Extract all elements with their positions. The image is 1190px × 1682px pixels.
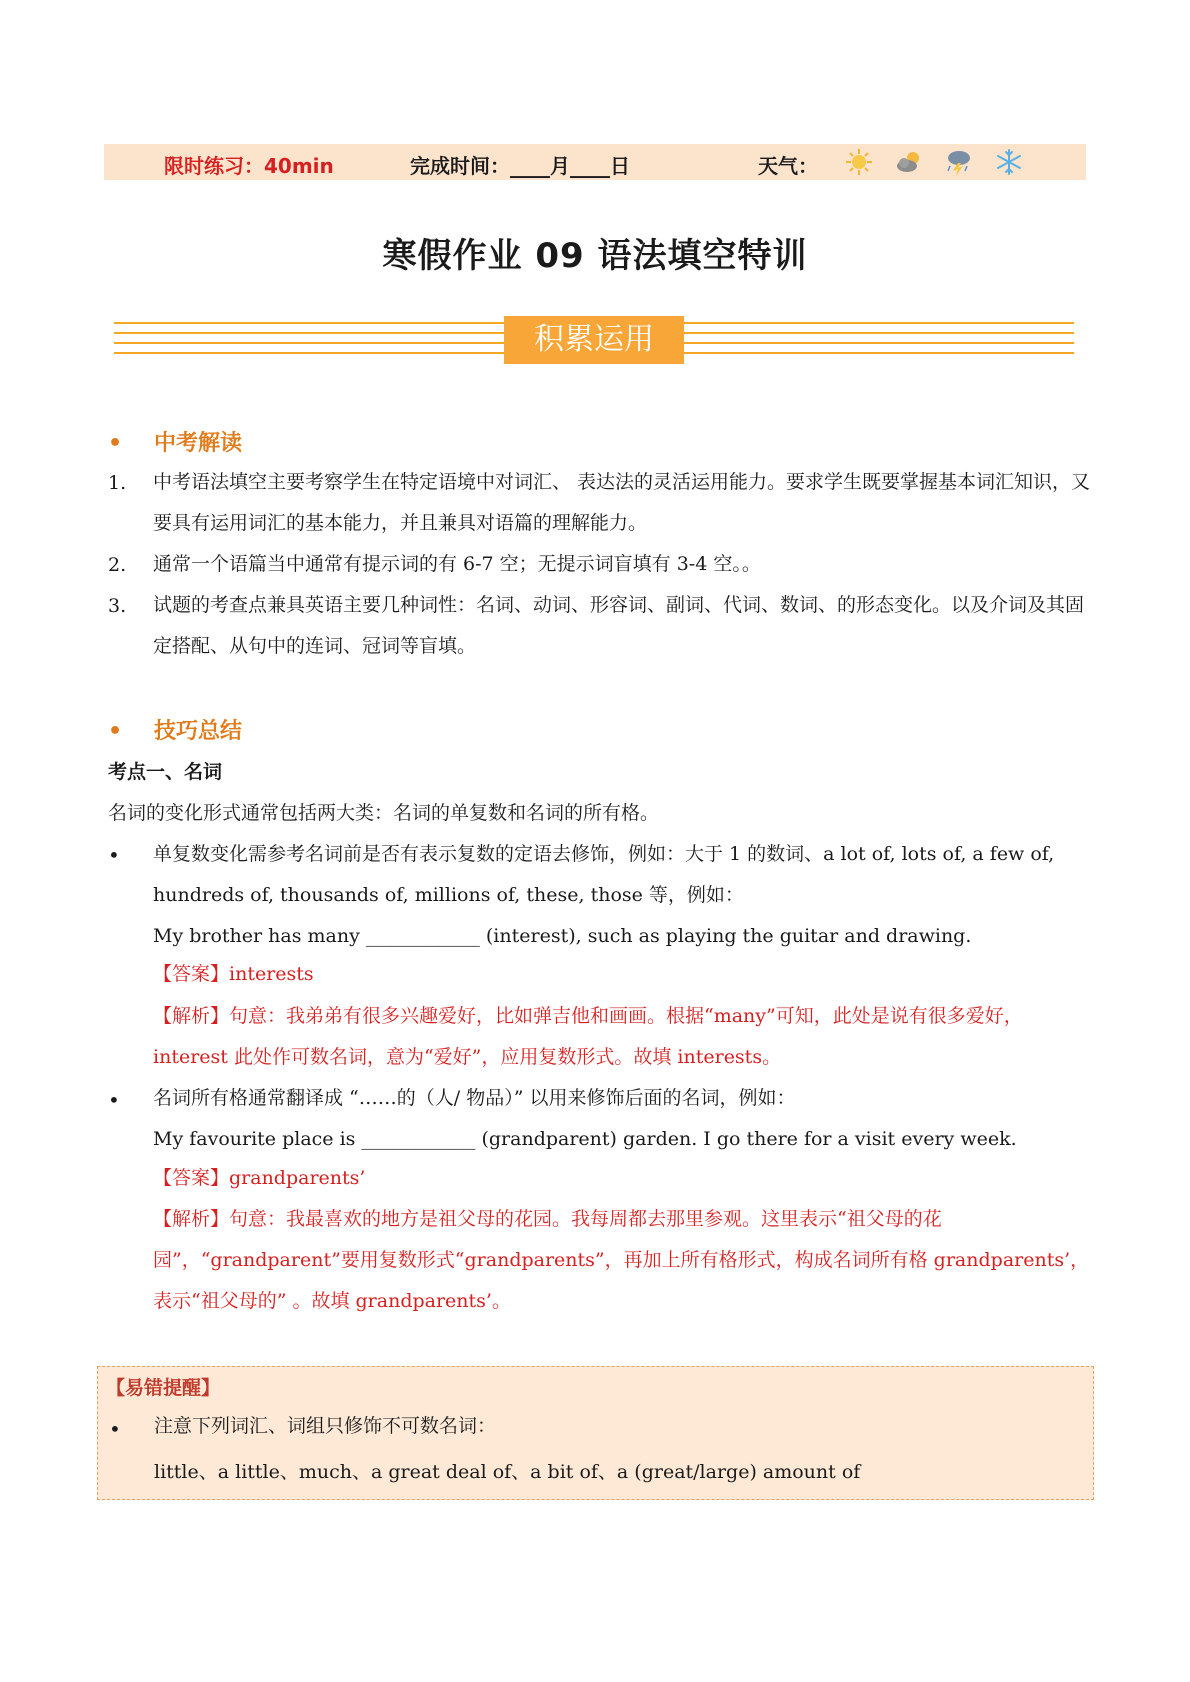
uncountable-modifiers: little、a little、much、a great deal of、a bit of、a (great/large) amount of (154, 1461, 861, 1483)
analysis: 【解析】句意：我最喜欢的地方是祖父母的花园。我每周都去那里参观。这里表示“祖父母的花园”，“grandparent”要用复数形式“grandparents”，再加上所有格形式，构成名词所有格 grandparents’，表示“祖父母的” 。故填 grandparents’。 (153, 1208, 1090, 1312)
completion-time: 完成时间：____月____日 (410, 154, 630, 178)
list-item: 试题的考查点兼具英语主要几种词性：名词、动词、形容词、副词、代词、数词、的形态变化。以及介词及其固定搭配、从句中的连词、冠词等盲填。 (153, 594, 1085, 657)
item-number: 1. (108, 472, 127, 494)
point-intro: 名词的变化形式通常包括两大类：名词的单复数和名词的所有格。 (108, 802, 660, 824)
sun-icon (844, 147, 874, 177)
rule-text: 单复数变化需参考名词前是否有表示复数的定语去修饰，例如：大于 1 的数词、a lot of, lots of, a few of, hundreds of, thousands of, millions of, these, those 等，例如： (153, 843, 1055, 906)
section-banner: 积累运用 (504, 316, 684, 364)
page-title: 寒假作业 09 语法填空特训 (382, 236, 808, 276)
answer: 【答案】grandparents’ (153, 1167, 366, 1189)
bullet-dot: • (109, 1417, 121, 1441)
snow-icon (994, 147, 1024, 177)
partly-cloudy-icon (894, 147, 924, 177)
example-sentence: My favourite place is ____________ (grandparent) garden. I go there for a visit every week. (153, 1128, 1017, 1150)
example-sentence: My brother has many ____________ (interest), such as playing the guitar and drawing. (153, 925, 972, 947)
warning-text: 注意下列词汇、词组只修饰不可数名词： (154, 1415, 497, 1437)
storm-icon (944, 147, 974, 177)
warning-box (97, 1366, 1094, 1500)
list-item: 中考语法填空主要考察学生在特定语境中对词汇、 表达法的灵活运用能力。要求学生既要掌握基本词汇知识，又要具有运用词汇的基本能力，并且兼具对语篇的理解能力。 (153, 471, 1091, 534)
item-number: 2. (108, 554, 127, 576)
bullet-dot: • (108, 719, 123, 744)
bullet-dot: • (108, 843, 120, 867)
bullet-dot: • (108, 431, 123, 456)
weather-label: 天气： (758, 154, 818, 178)
analysis: 【解析】句意：我弟弟有很多兴趣爱好，比如弹吉他和画画。根据“many”可知，此处是说有很多爱好，interest 此处作可数名词，意为“爱好”，应用复数形式。故填 interests。 (153, 1005, 1023, 1068)
answer: 【答案】interests (153, 963, 314, 985)
section-heading-text: 中考解读 (154, 431, 243, 456)
section-heading-tips (108, 714, 242, 745)
point-title: 考点一、名词 (108, 761, 223, 783)
section-heading-interpretation (108, 426, 242, 457)
info-bar (104, 144, 1086, 180)
item-number: 3. (108, 595, 127, 617)
bullet-dot: • (108, 1088, 120, 1112)
rule-text: 名词所有格通常翻译成 “……的（人/ 物品）” 以用来修饰后面的名词，例如： (153, 1087, 796, 1109)
warning-title: 【易错提醒】 (106, 1377, 221, 1399)
list-item: 通常一个语篇当中通常有提示词的有 6-7 空；无提示词盲填有 3-4 空。。 (153, 553, 761, 575)
section-heading-text: 技巧总结 (154, 719, 243, 744)
time-limit: 限时练习：40min (164, 154, 334, 178)
